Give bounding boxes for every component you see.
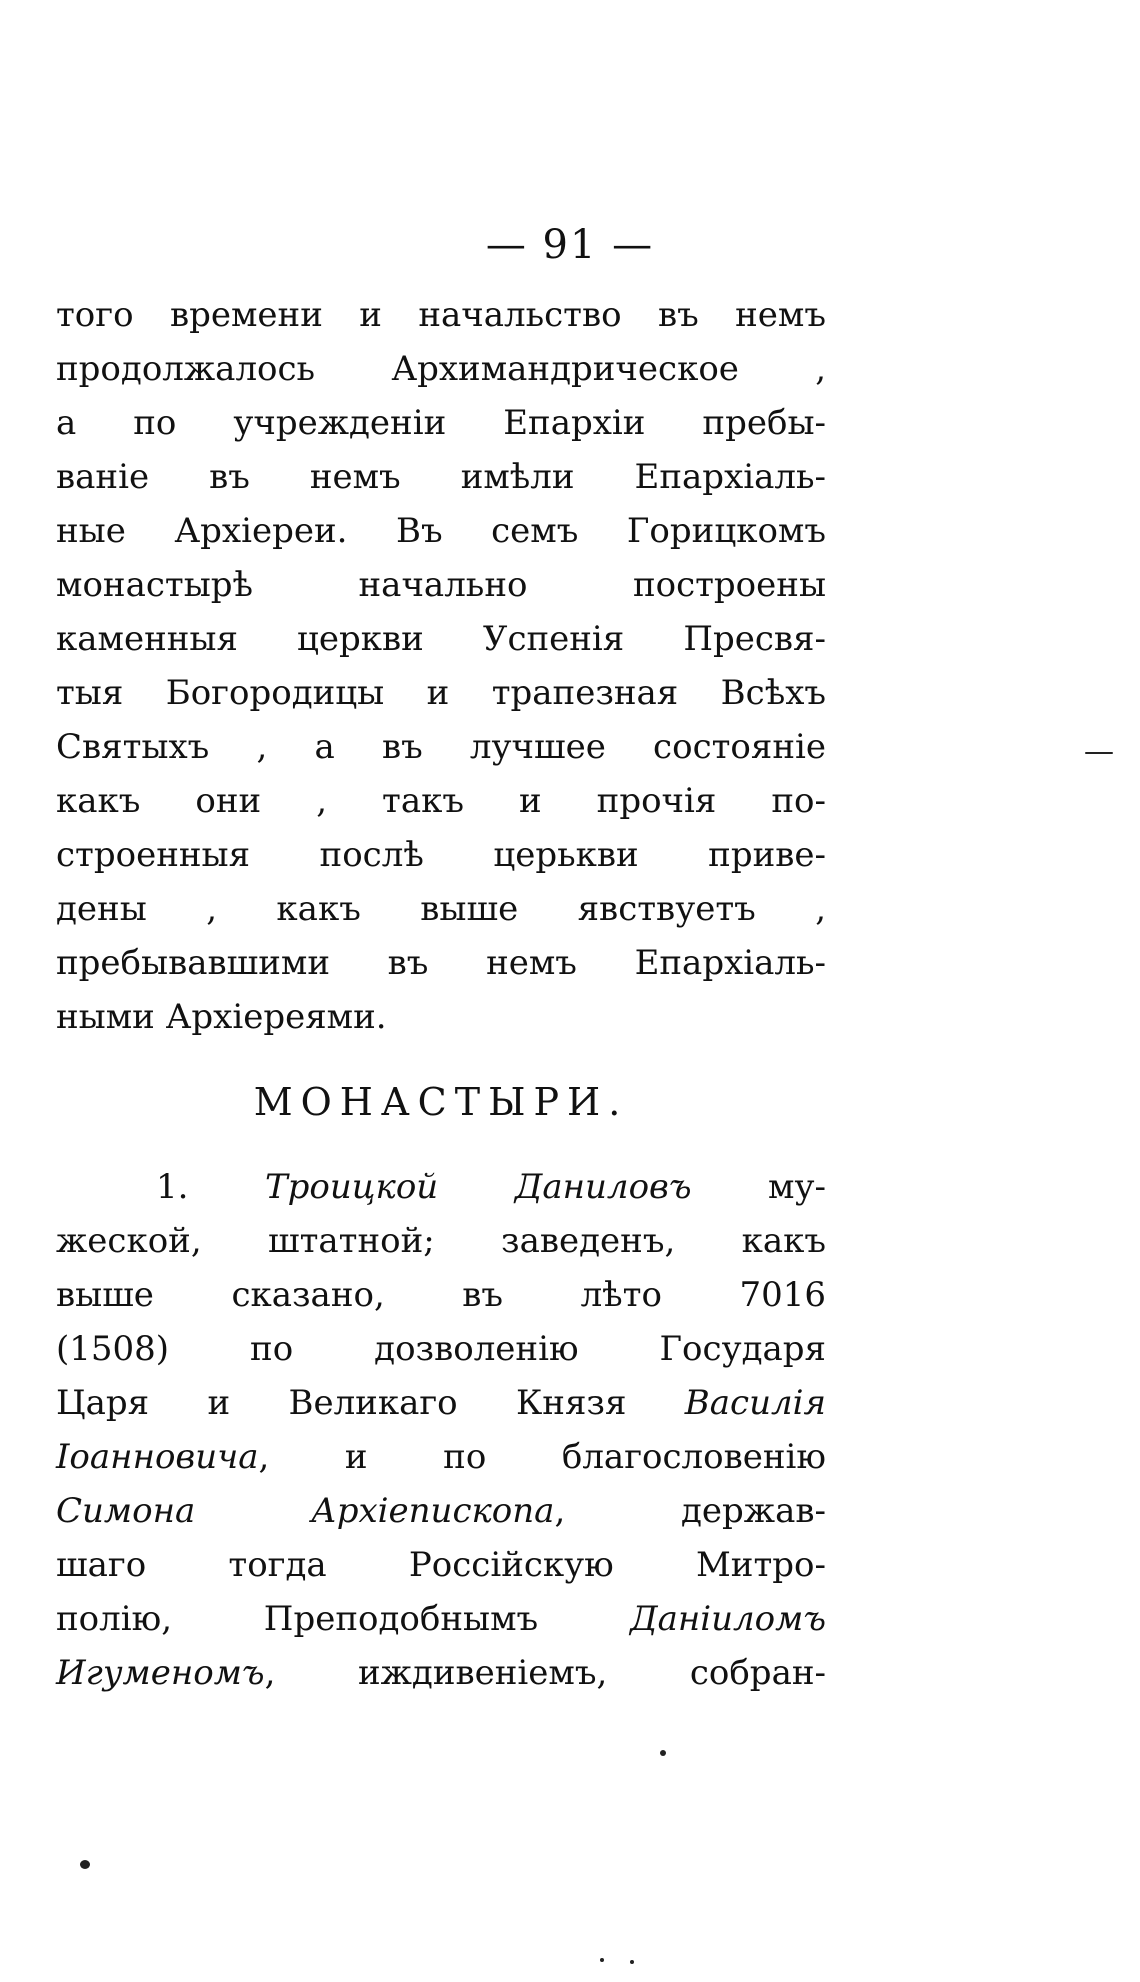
text-fragment: му- <box>691 1167 826 1207</box>
person-name: Василія <box>684 1383 826 1423</box>
entry-number: 1. <box>156 1167 265 1207</box>
text-line: каменныя церкви Успенія Пресвя- <box>56 619 826 659</box>
scan-speck <box>80 1860 90 1869</box>
text-fragment: , и по благословенію <box>258 1437 826 1477</box>
person-name: Симона Архіепископа <box>56 1491 555 1531</box>
paragraph-monastery-entry <box>56 1160 826 1700</box>
text-line <box>56 1484 826 1538</box>
text-line <box>56 1376 826 1430</box>
page-number: — 91 — <box>485 222 655 268</box>
text-line: жеской, штатной; заведенъ, какъ <box>56 1221 826 1261</box>
text-line: шаго тогда Россійскую Митро- <box>56 1545 826 1585</box>
scan-speck <box>630 1960 634 1964</box>
scan-speck <box>1085 752 1113 754</box>
text-line <box>56 1592 826 1646</box>
text-line: тыя Богородицы и трапезная Всѣхъ <box>56 673 826 713</box>
text-fragment: , держав- <box>554 1491 826 1531</box>
text-line: а по учрежденіи Епархіи пребы- <box>56 403 826 443</box>
text-line <box>56 1160 826 1214</box>
text-line: Святыхъ , а въ лучшее состояніе <box>56 727 826 767</box>
monastery-name: Троицкой Даниловъ <box>264 1167 692 1207</box>
text-line: строенныя послѣ церькви приве- <box>56 835 826 875</box>
text-fragment: , иждивеніемъ, собран- <box>264 1653 826 1693</box>
text-line: выше сказано, въ лѣто 7016 <box>56 1275 826 1315</box>
person-name: Игуменомъ <box>56 1653 265 1693</box>
text-line: продолжалось Архимандрическое , <box>56 349 826 389</box>
text-line: какъ они , такъ и прочія по- <box>56 781 826 821</box>
text-line <box>56 1646 826 1700</box>
text-line: монастырѣ начально построены <box>56 565 826 605</box>
paragraph-continuation <box>56 288 826 1044</box>
text-line: того времени и начальство въ немъ <box>56 295 826 335</box>
text-line: (1508) по дозволенію Государя <box>56 1329 826 1369</box>
text-fragment: Царя и Великаго Князя <box>56 1383 685 1423</box>
text-line: ными Архіереями. <box>56 997 387 1037</box>
person-name: Іоанновича <box>56 1437 259 1477</box>
scan-speck <box>600 1958 604 1962</box>
text-line: пребывавшими въ немъ Епархіаль- <box>56 943 826 983</box>
text-line: дены , какъ выше явствуетъ , <box>56 889 826 929</box>
text-line: ваніе въ немъ имѣли Епархіаль- <box>56 457 826 497</box>
text-line <box>56 1430 826 1484</box>
text-line: ные Архіереи. Въ семъ Горицкомъ <box>56 511 826 551</box>
text-fragment: полію, Преподобнымъ <box>56 1599 630 1639</box>
section-heading: МОНАСТЫРИ. <box>253 1080 629 1124</box>
person-name: Даніиломъ <box>629 1599 826 1639</box>
scan-speck <box>660 1750 666 1756</box>
